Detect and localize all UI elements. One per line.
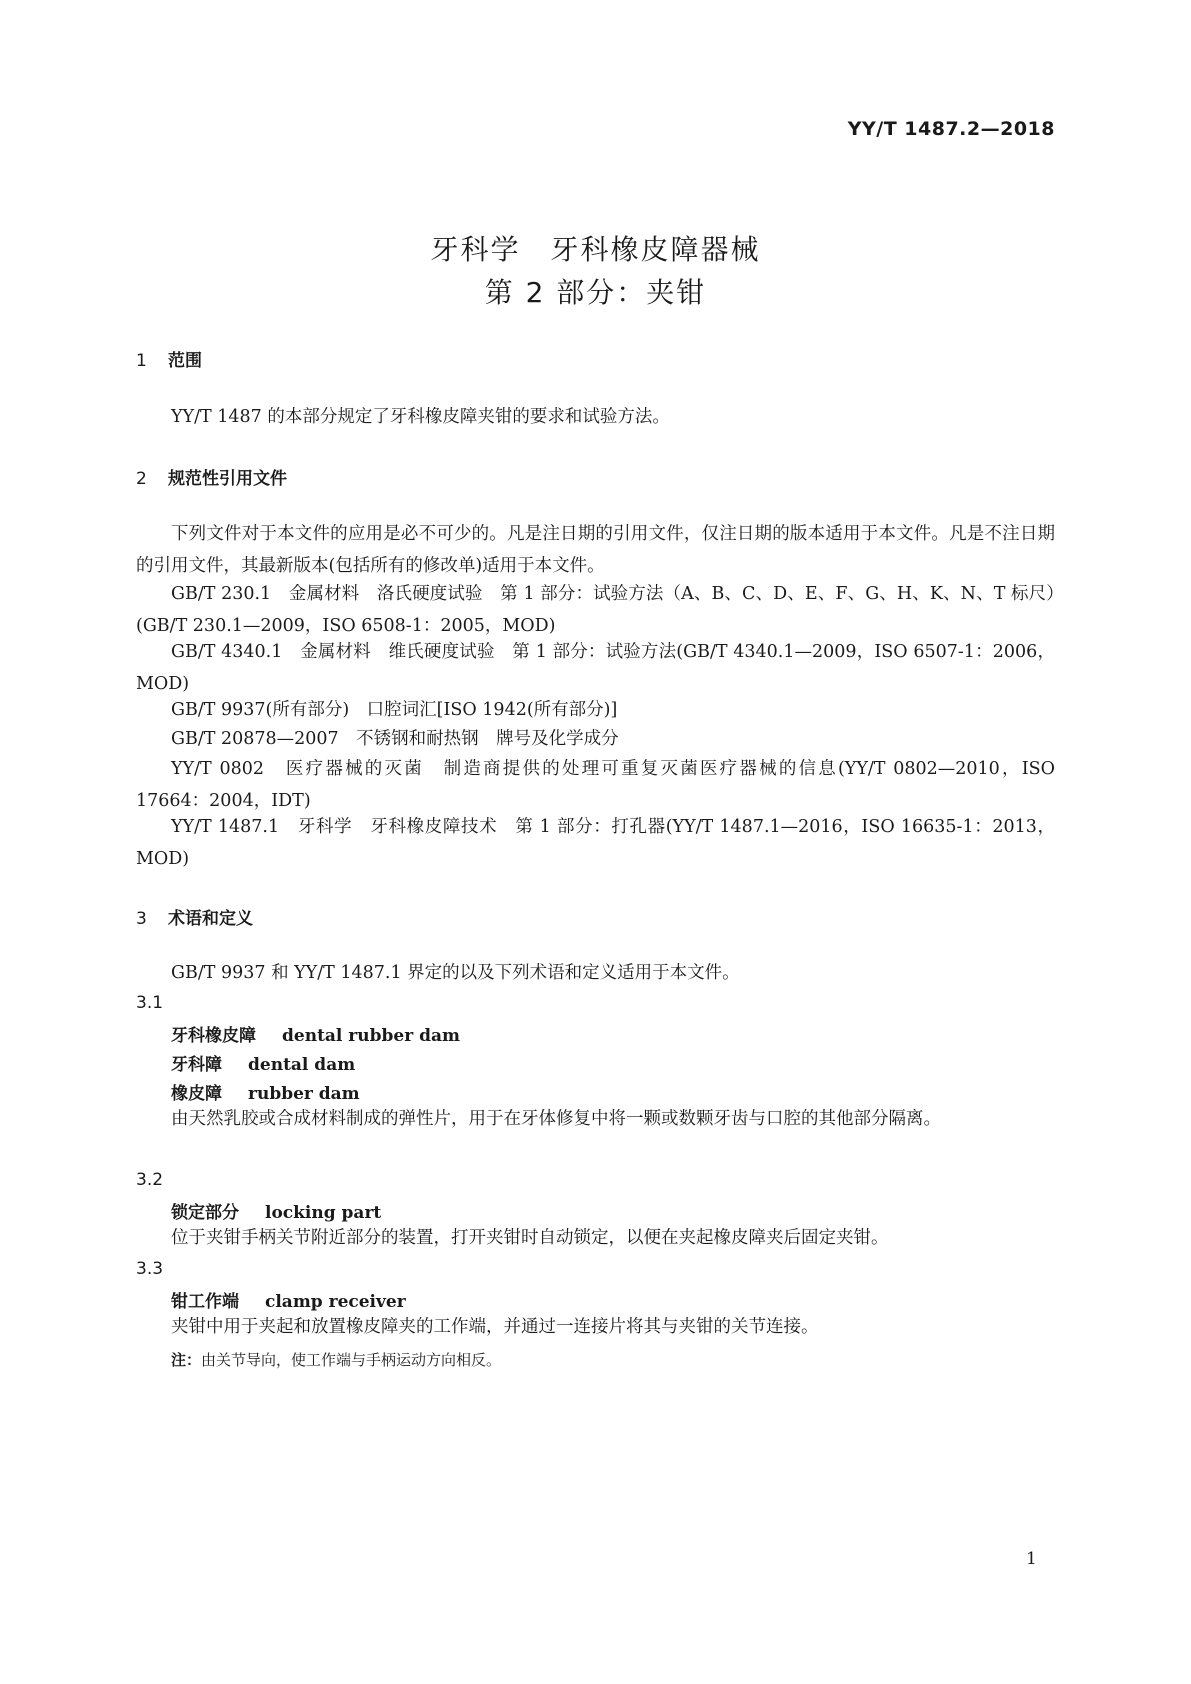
term-en: dental dam bbox=[248, 1055, 356, 1075]
note-label: 注： bbox=[171, 1351, 202, 1369]
clause-number: 3.1 bbox=[136, 993, 164, 1013]
term-preferred bbox=[171, 1198, 381, 1223]
term-zh: 橡皮障 bbox=[171, 1084, 222, 1104]
section-number: 3 bbox=[136, 909, 147, 929]
reference-item: GB/T 4340.1 金属材料 维氏硬度试验 第 1 部分：试验方法(GB/T 4340.1—2009，ISO 6507-1：2006，MOD) bbox=[136, 642, 1055, 694]
section-title: 术语和定义 bbox=[168, 909, 253, 929]
clause-number: 3.2 bbox=[136, 1170, 164, 1190]
section-title: 规范性引用文件 bbox=[168, 469, 287, 489]
section-heading-scope bbox=[136, 346, 202, 371]
section-number: 2 bbox=[136, 469, 147, 489]
term-definition: 夹钳中用于夹起和放置橡皮障夹的工作端，并通过一连接片将其与夹钳的关节连接。 bbox=[171, 1317, 819, 1337]
reference-item: YY/T 0802 医疗器械的灭菌 制造商提供的处理可重复灭菌医疗器械的信息(YY/T 0802—2010，ISO 17664：2004，IDT) bbox=[136, 759, 1055, 811]
terms-intro-paragraph: GB/T 9937 和 YY/T 1487.1 界定的以及下列术语和定义适用于本文件。 bbox=[171, 963, 740, 983]
term-en: locking part bbox=[265, 1203, 382, 1223]
section-heading-normative-references bbox=[136, 464, 287, 489]
standard-code: YY/T 1487.2—2018 bbox=[847, 118, 1055, 140]
term-zh: 钳工作端 bbox=[171, 1292, 239, 1312]
term-zh: 锁定部分 bbox=[171, 1203, 239, 1223]
document-title: 牙科学 牙科橡皮障器械 bbox=[430, 233, 761, 266]
reference-item: GB/T 20878—2007 不锈钢和耐热钢 牌号及化学成分 bbox=[171, 729, 619, 749]
term-zh: 牙科橡皮障 bbox=[171, 1026, 256, 1046]
references-intro-paragraph: 下列文件对于本文件的应用是必不可少的。凡是注日期的引用文件，仅注日期的版本适用于本文件。凡是不注日期的引用文件，其最新版本(包括所有的修改单)适用于本文件。 bbox=[136, 524, 1055, 576]
term-definition: 位于夹钳手柄关节附近部分的装置，打开夹钳时自动锁定，以便在夹起橡皮障夹后固定夹钳。 bbox=[171, 1228, 889, 1248]
scope-paragraph: YY/T 1487 的本部分规定了牙科橡皮障夹钳的要求和试验方法。 bbox=[171, 407, 670, 427]
page-number: 1 bbox=[1026, 1549, 1037, 1569]
term-preferred bbox=[171, 1021, 460, 1046]
term-en: clamp receiver bbox=[265, 1292, 406, 1312]
term-en: dental rubber dam bbox=[282, 1026, 460, 1046]
section-title: 范围 bbox=[168, 351, 202, 371]
clause-number: 3.3 bbox=[136, 1259, 164, 1279]
document-subtitle: 第 2 部分：夹钳 bbox=[484, 276, 707, 309]
term-note bbox=[171, 1349, 501, 1370]
term-en: rubber dam bbox=[248, 1084, 360, 1104]
term-zh: 牙科障 bbox=[171, 1055, 222, 1075]
reference-item: YY/T 1487.1 牙科学 牙科橡皮障技术 第 1 部分：打孔器(YY/T 1487.1—2016，ISO 16635-1：2013，MOD) bbox=[136, 817, 1055, 869]
term-admitted bbox=[171, 1050, 355, 1075]
term-definition: 由天然乳胶或合成材料制成的弹性片，用于在牙体修复中将一颗或数颗牙齿与口腔的其他部分隔离。 bbox=[171, 1109, 941, 1129]
note-text: 由关节导向，使工作端与手柄运动方向相反。 bbox=[201, 1351, 502, 1369]
section-heading-terms-definitions bbox=[136, 904, 253, 929]
reference-item: GB/T 230.1 金属材料 洛氏硬度试验 第 1 部分：试验方法（A、B、C、D、E、F、G、H、K、N、T 标尺）(GB/T 230.1—2009，ISO 6508-1：2005，MOD) bbox=[136, 584, 1055, 636]
term-admitted bbox=[171, 1079, 360, 1104]
reference-item: GB/T 9937(所有部分) 口腔词汇[ISO 1942(所有部分)] bbox=[171, 700, 618, 720]
section-number: 1 bbox=[136, 351, 147, 371]
term-preferred bbox=[171, 1287, 406, 1312]
